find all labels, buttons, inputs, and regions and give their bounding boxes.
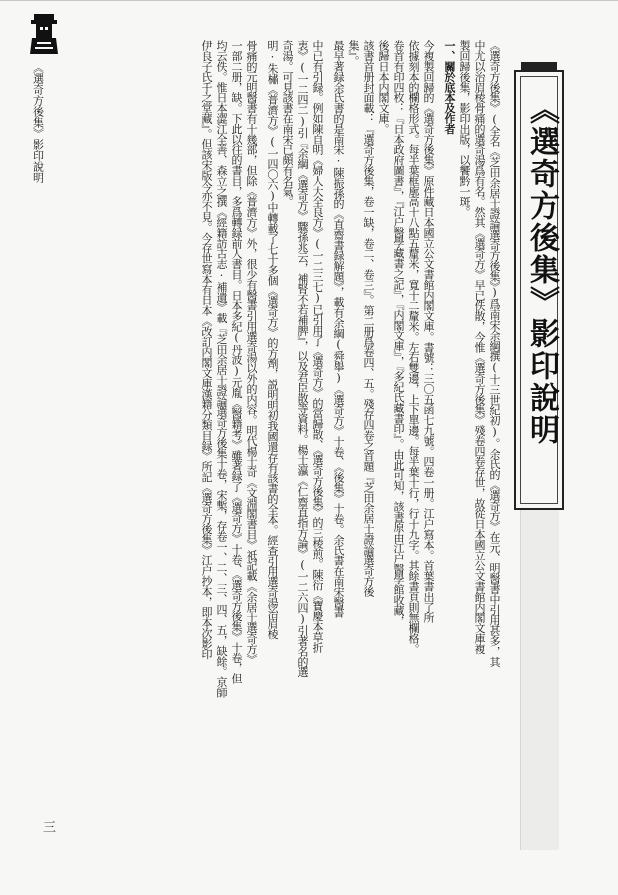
side-ornament-bar xyxy=(520,510,559,850)
text-column: 衷》(一二四二)引『余綱《選奇方》驟孫兆云，補腎不若補脾』，以及君臣散等資料。楊士瀛《仁齋直指方論》(一二六四)引著名的選 xyxy=(296,40,309,677)
text-column: 集』。 xyxy=(347,40,360,66)
text-column: 依據刻本的欄格形式。每半葉框廓高十八點五釐米，寬十二釐米。左右雙邊，上下單邊。每半葉十行，行十九字。其餘書頁則無欄格。 xyxy=(407,40,420,654)
text-column: 伊良子氏千之堂藏』。但該宋版今亦不見。今存世寫本有日本《改訂内閣文庫漢籍分類目録》所記《選奇方後集》江户抄本，即本次影印 xyxy=(200,40,213,659)
text-column: 中已有引録。例如陳自明《婦人大全良方》(一二三七)已引用了《選奇方》的當歸散、《選奇方後集》的三棱煎。陳衍《寶慶本草折 xyxy=(311,40,324,653)
text-column: 製回歸後集，影印出版，以饗黔一斑。 xyxy=(458,40,471,217)
publisher-logo-icon xyxy=(28,12,60,56)
page-top-rule xyxy=(0,0,618,1)
page-title: 《選奇方後集》影印說明 xyxy=(524,94,559,446)
text-column: 該書首册封面載：『選奇方後集，卷一缺，卷二、卷三』。第二册爲卷四、五。殘存四卷之首題『芝田余居士證論選奇方後 xyxy=(362,40,375,597)
text-column: 均云佚。惟日本澀江全善、森立之撰《經籍訪古志·補遺》載『芝田余居士證論選奇方後集十卷，宋槧，存卷一、二、三、四、五，缺餘。京師 xyxy=(215,40,228,698)
text-column: 明·朱橚《普濟方》(一四〇六)中轉載了七十多個《選奇方》的方劑，説明明初我國還存有該書的全本。經查引用選奇湯治眉棱 xyxy=(266,40,279,639)
text-column: 《選奇方後集》(全名《芝田余居士證論選奇方後集》)爲南宋余綱撰(十三世紀初)。余氏的《選奇方》在元、明醫書中引用甚多，其 xyxy=(488,40,501,667)
text-column: 一、關於底本及作者 xyxy=(443,40,456,134)
page-number: 三 xyxy=(40,820,55,833)
text-column: 最早著録余氏書的是南宋·陳振孫的《直齋書録解題》，載有余綱(舜舉)《選奇方》十卷、《後集》十卷。余氏書在南宋醫書 xyxy=(332,40,345,618)
text-column: 一部二册，缺。下此以往的書目，多爲轉録前人書目。日本多紀(丹波)元胤《醫籍考》雖著録了《選奇方》十卷、《選奇方後集》十卷，但 xyxy=(230,40,243,684)
title-banner xyxy=(514,70,564,510)
text-column: 骨痛的元明醫書有十幾部，但除《普濟方》外，很少有醫書引用選奇湯以外的内容。明代楊士奇《文淵閣書目》祗記載《余居士選奇方》 xyxy=(245,40,258,665)
text-column: 今複製回歸的《選奇方後集》原件藏日本國立公文書館内閣文庫。書號：三〇五函七九號。四卷一册。江户寫本。首葉書出了所 xyxy=(422,40,435,623)
text-column: 奇湯。可見該書在南宋已頗有名氣。 xyxy=(281,40,294,207)
text-column: 後歸日本内閣文庫。 xyxy=(377,40,390,134)
running-head: 《選奇方後集》影印說明 xyxy=(31,62,45,183)
body-text xyxy=(198,40,500,840)
text-column: 中尤以治眉棱骨痛的選奇湯爲有名。然其《選奇方》早已佚散，今惟《選奇方後集》殘卷四卷存世，故從日本國立公文書館内閣文庫複 xyxy=(473,40,486,654)
text-column: 卷首有印四枚：『日本政府圖書』，『江户醫學藏書之記』，『内閣文庫』，『多紀氏藏書印』。由此可知，該書原由江户醫學館收藏， xyxy=(392,40,405,626)
